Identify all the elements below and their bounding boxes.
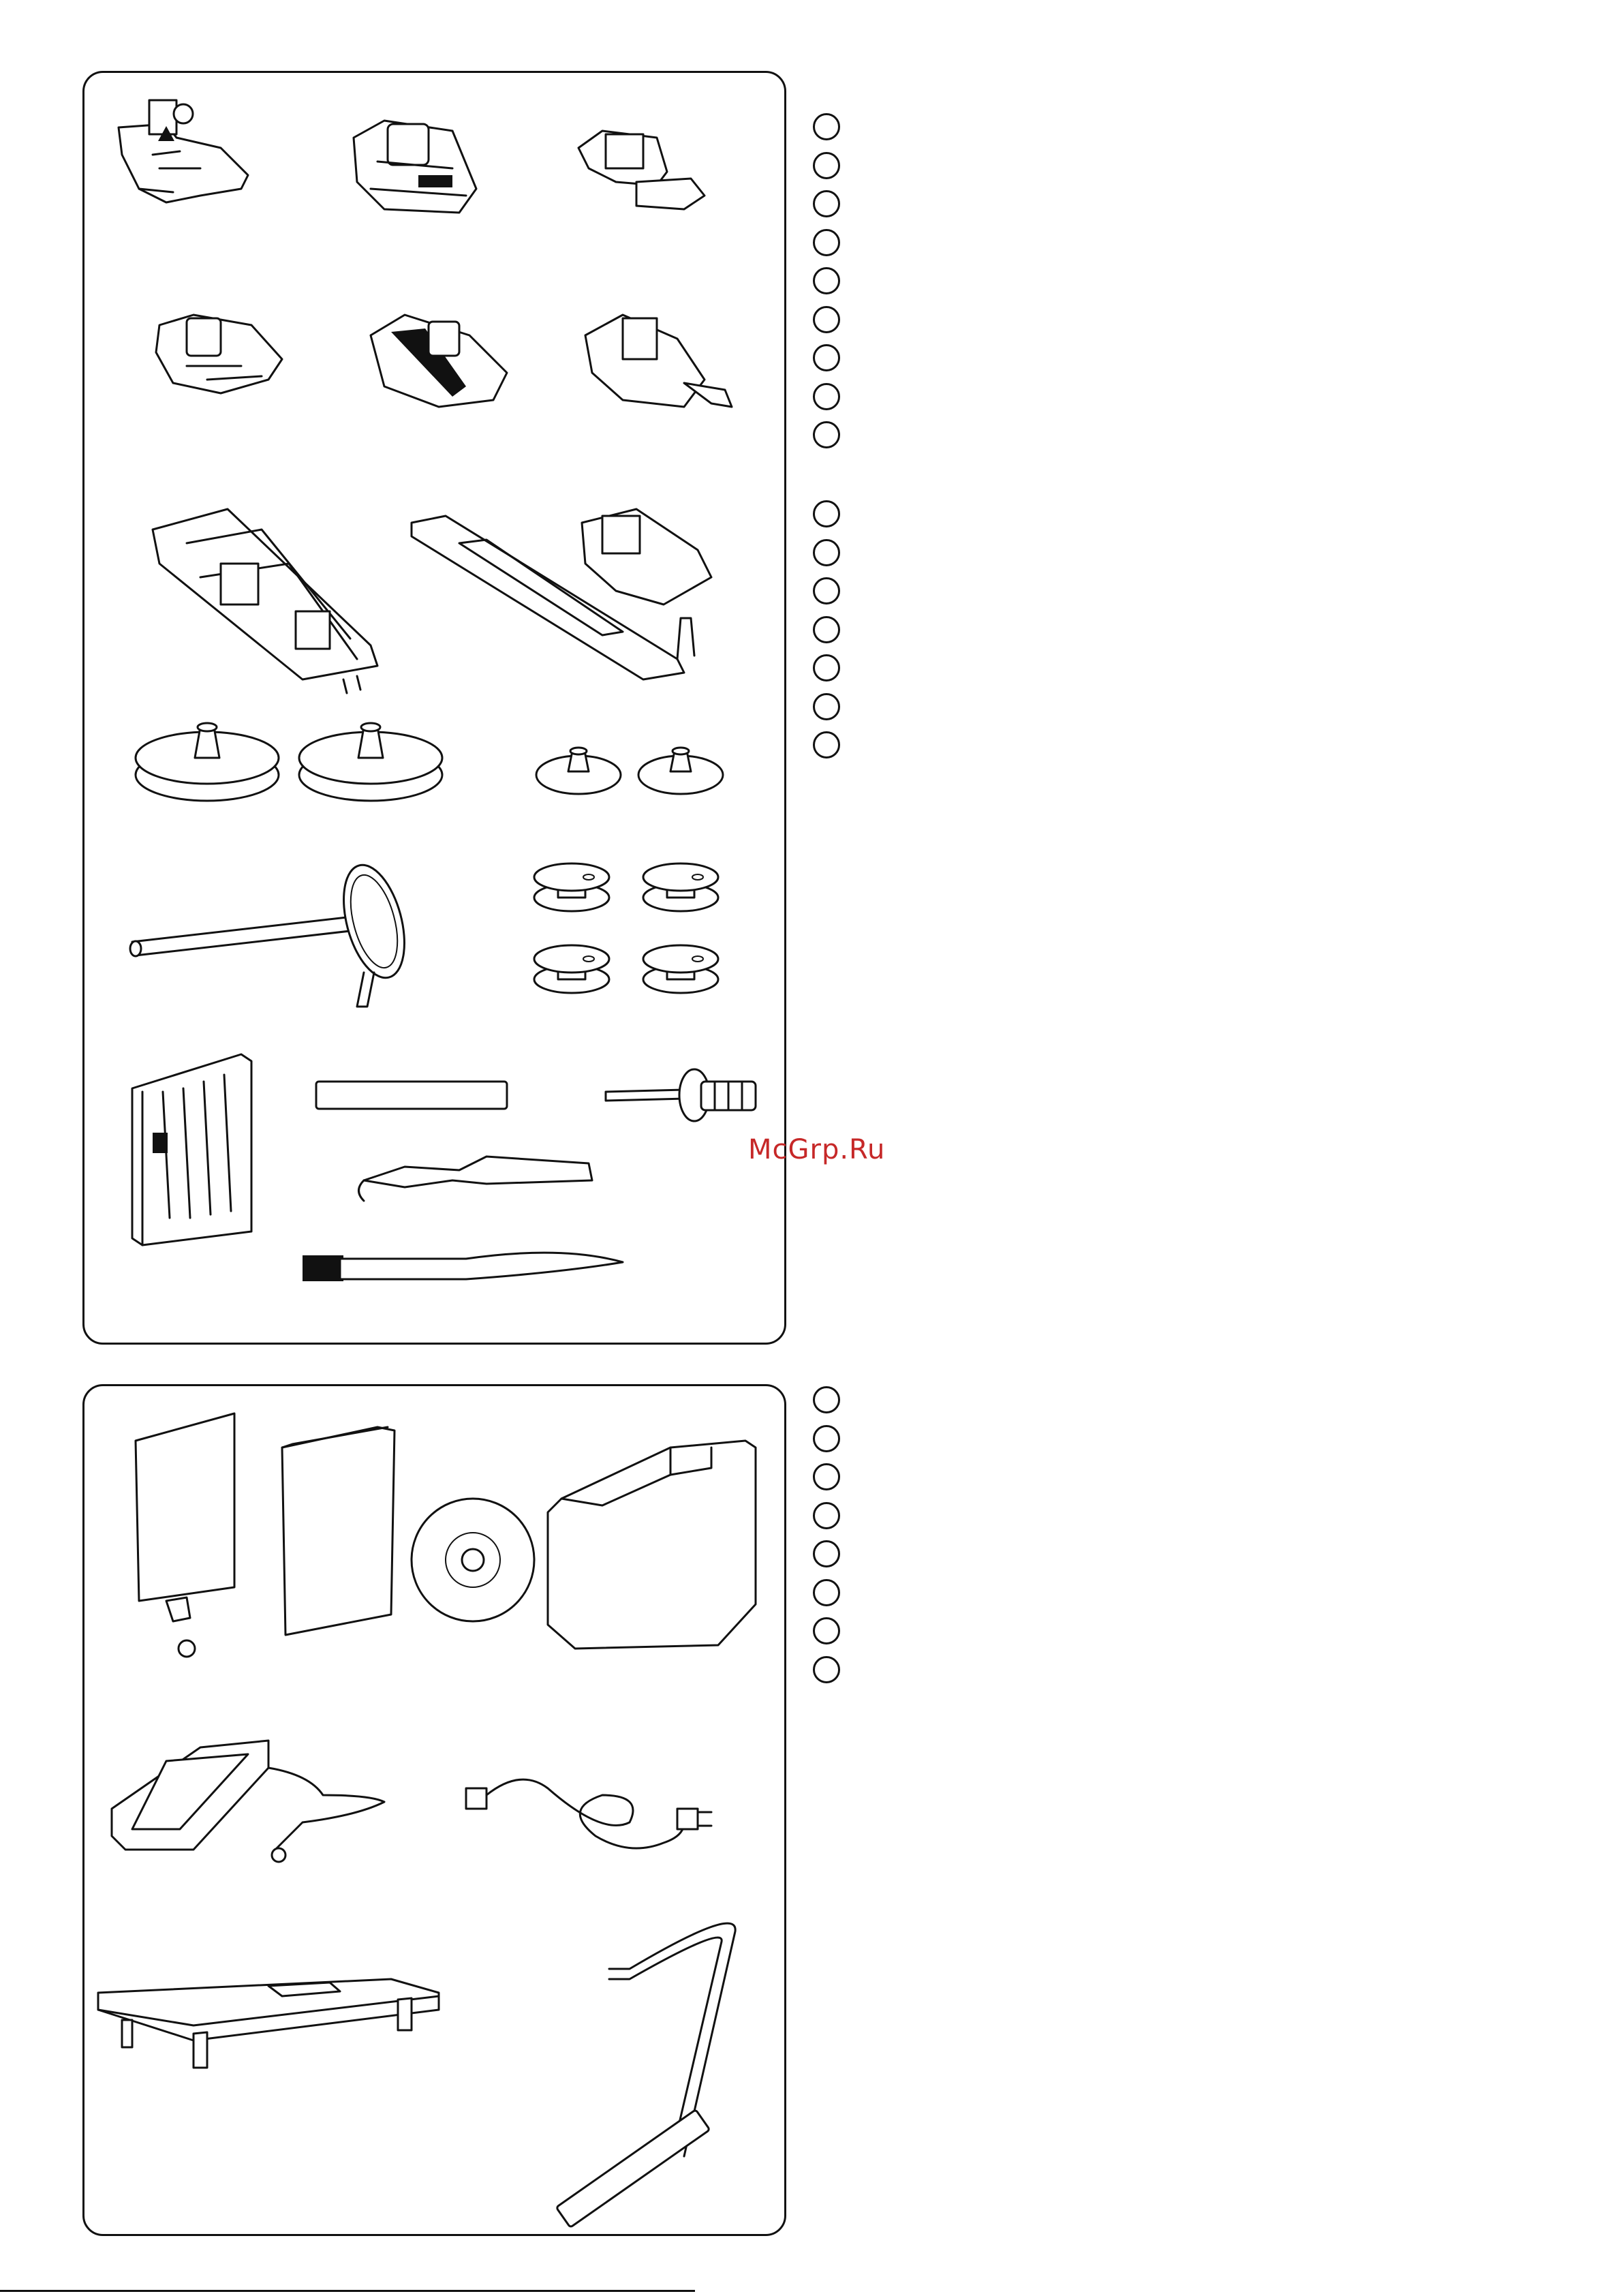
large-spool-holder-icon xyxy=(136,723,279,801)
item-marker xyxy=(813,306,840,333)
needle-plate-icon xyxy=(136,1413,234,1657)
buttonhole-foot-icon xyxy=(153,509,377,693)
small-spool-holder-icon xyxy=(638,748,723,794)
foot-control-icon xyxy=(112,1741,384,1862)
large-spool-holder-icon xyxy=(299,723,442,801)
item-marker xyxy=(813,229,840,256)
dvd-icon xyxy=(412,1499,534,1621)
item-marker xyxy=(813,1463,840,1490)
item-marker xyxy=(813,190,840,217)
item-marker xyxy=(813,113,840,140)
knee-lifter-icon xyxy=(556,1923,735,2227)
zipper-foot-icon xyxy=(578,131,705,209)
bobbins-icon xyxy=(534,863,718,993)
rolled-hem-foot-icon xyxy=(156,315,282,393)
item-marker xyxy=(813,421,840,448)
power-cord-icon xyxy=(466,1779,711,1848)
item-marker xyxy=(813,577,840,604)
item-marker xyxy=(813,383,840,410)
instruction-book-icon xyxy=(282,1427,395,1635)
dust-cover-icon xyxy=(548,1441,756,1649)
needle-set-icon xyxy=(132,1054,251,1245)
item-marker xyxy=(813,1502,840,1529)
spool-pin-icon xyxy=(130,859,416,1007)
item-marker xyxy=(813,654,840,682)
item-marker xyxy=(813,539,840,566)
accessories-panel-2 xyxy=(82,1384,786,2236)
extension-table-icon xyxy=(98,1979,439,2068)
item-marker xyxy=(813,267,840,294)
item-marker xyxy=(813,1540,840,1567)
overedge-foot-icon xyxy=(585,315,732,407)
quilting-guide-foot-icon xyxy=(412,509,711,679)
item-marker xyxy=(813,500,840,527)
watermark: McGrp.Ru xyxy=(748,1134,886,1165)
item-marker xyxy=(813,344,840,371)
small-spool-holder-icon xyxy=(536,748,621,794)
item-marker xyxy=(813,1579,840,1606)
item-marker xyxy=(813,731,840,759)
item-marker xyxy=(813,1425,840,1452)
lint-brush-icon xyxy=(303,1253,623,1281)
blind-hem-foot-icon xyxy=(371,315,507,407)
item-marker xyxy=(813,693,840,720)
presser-foot-a-icon xyxy=(119,100,248,202)
satin-stitch-foot-icon xyxy=(354,121,476,213)
seam-ripper-icon xyxy=(316,1082,592,1201)
screwdriver-icon xyxy=(606,1069,756,1121)
item-marker xyxy=(813,1656,840,1683)
footer-rule xyxy=(0,2290,695,2292)
item-marker xyxy=(813,616,840,643)
accessories-panel-1 xyxy=(82,71,786,1345)
item-marker xyxy=(813,1617,840,1644)
item-marker xyxy=(813,152,840,179)
item-marker xyxy=(813,1386,840,1413)
